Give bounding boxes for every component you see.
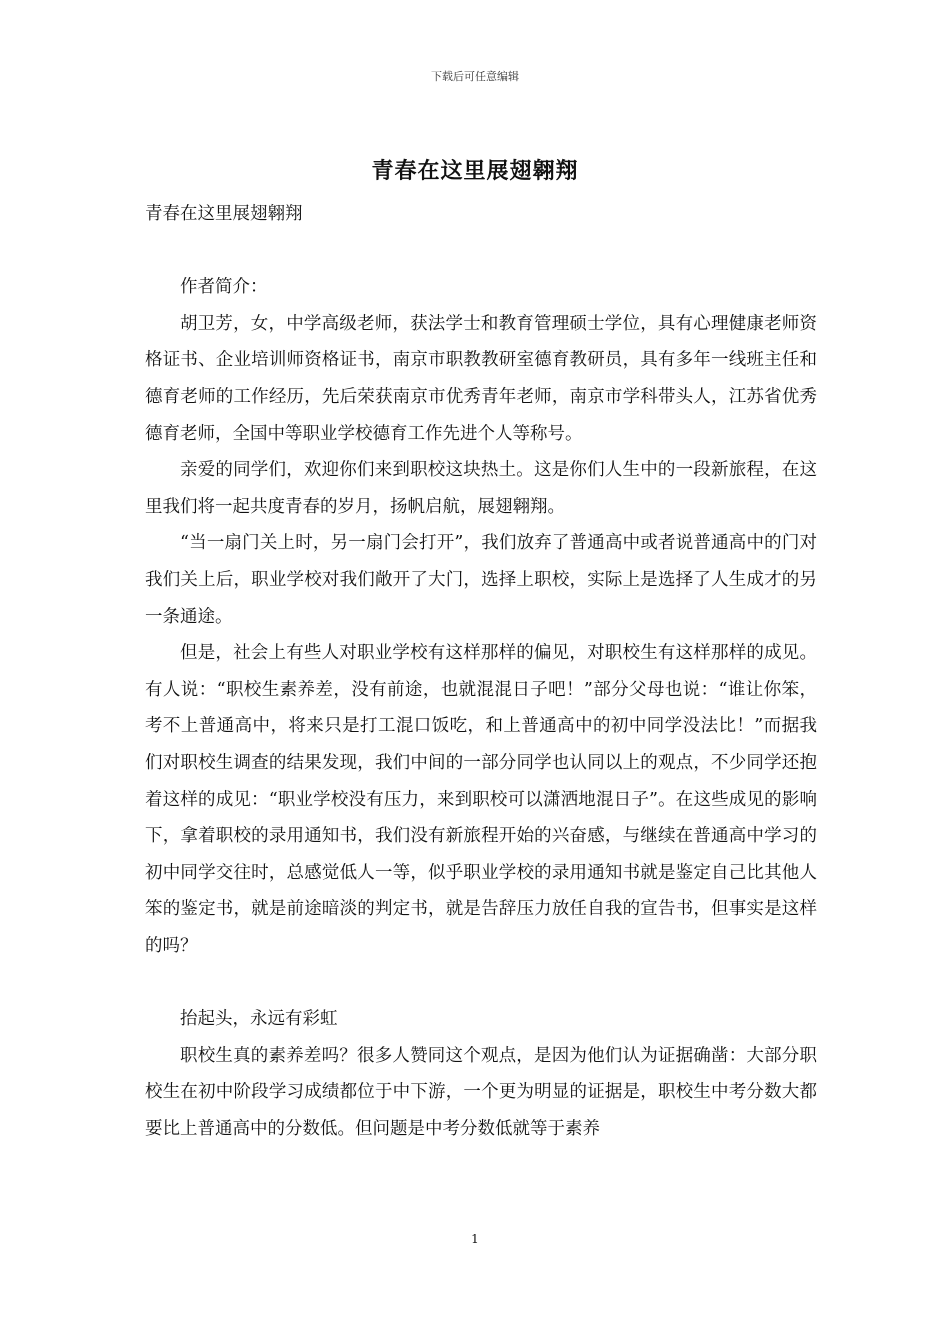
page-number: 1	[471, 1232, 479, 1246]
blank-line	[145, 964, 817, 1001]
paragraph-author-bio: 胡卫芳，女，中学高级老师，获法学士和教育管理硕士学位，具有心理健康老师资格证书、企业培训师资格证书，南京市职教教研室德育教研员，具有多年一线班主任和德育老师的工作经历，先后荣获南京市优秀青年老师，南京市学科带头人，江苏省优秀德育老师，全国中等职业学校德育工作先进个人等称号。	[145, 313, 817, 444]
section-heading: 抬起头，永远有彩虹	[180, 1009, 338, 1030]
blank-line	[145, 233, 817, 270]
paragraph-door: “当一扇门关上时，另一扇门会打开”，我们放弃了普通高中或者说普通高中的门对我们关上后，职业学校对我们敞开了大门，选择上职校，实际上是选择了人生成才的另一条通途。	[145, 533, 817, 627]
document-body	[145, 196, 817, 1147]
paragraph-section: 职校生真的素养差吗？很多人赞同这个观点，是因为他们认为证据确凿：大部分职校生在初中阶段学习成绩都位于中下游，一个更为明显的证据是，职校生中考分数大都要比上普通高中的分数低。但问题是中考分数低就等于素养	[145, 1045, 817, 1139]
paragraph-prejudice: 但是，社会上有些人对职业学校有这样那样的偏见，对职校生有这样那样的成见。有人说：“职校生素养差，没有前途，也就混混日子吧！”部分父母也说：“谁让你笨，考不上普通高中，将来只是打工混口饭吃，和上普通高中的初中同学没法比！”而据我们对职校生调查的结果发现，我们中间的一部分同学也认同以上的观点，不少同学还抱着这样的成见：“职业学校没有压力，来到职校可以潇洒地混日子”。在这些成见的影响下，拿着职校的录用通知书，我们没有新旅程开始的兴奋感，与继续在普通高中学习的初中同学交往时，总感觉低人一等，似乎职业学校的录用通知书就是鉴定自己比其他人笨的鉴定书，就是前途暗淡的判定书，就是告辞压力放任自我的宣告书，但事实是这样的吗？	[145, 643, 817, 956]
page-header: 下载后可任意编辑	[431, 70, 519, 83]
author-label: 作者简介：	[180, 277, 268, 298]
paragraph-welcome: 亲爱的同学们，欢迎你们来到职校这块热土。这是你们人生中的一段新旅程，在这里我们将一起共度青春的岁月，扬帆启航，展翅翱翔。	[145, 460, 817, 517]
document-title: 青春在这里展翅翱翔	[371, 158, 579, 184]
subtitle: 青春在这里展翅翱翔	[145, 204, 303, 224]
